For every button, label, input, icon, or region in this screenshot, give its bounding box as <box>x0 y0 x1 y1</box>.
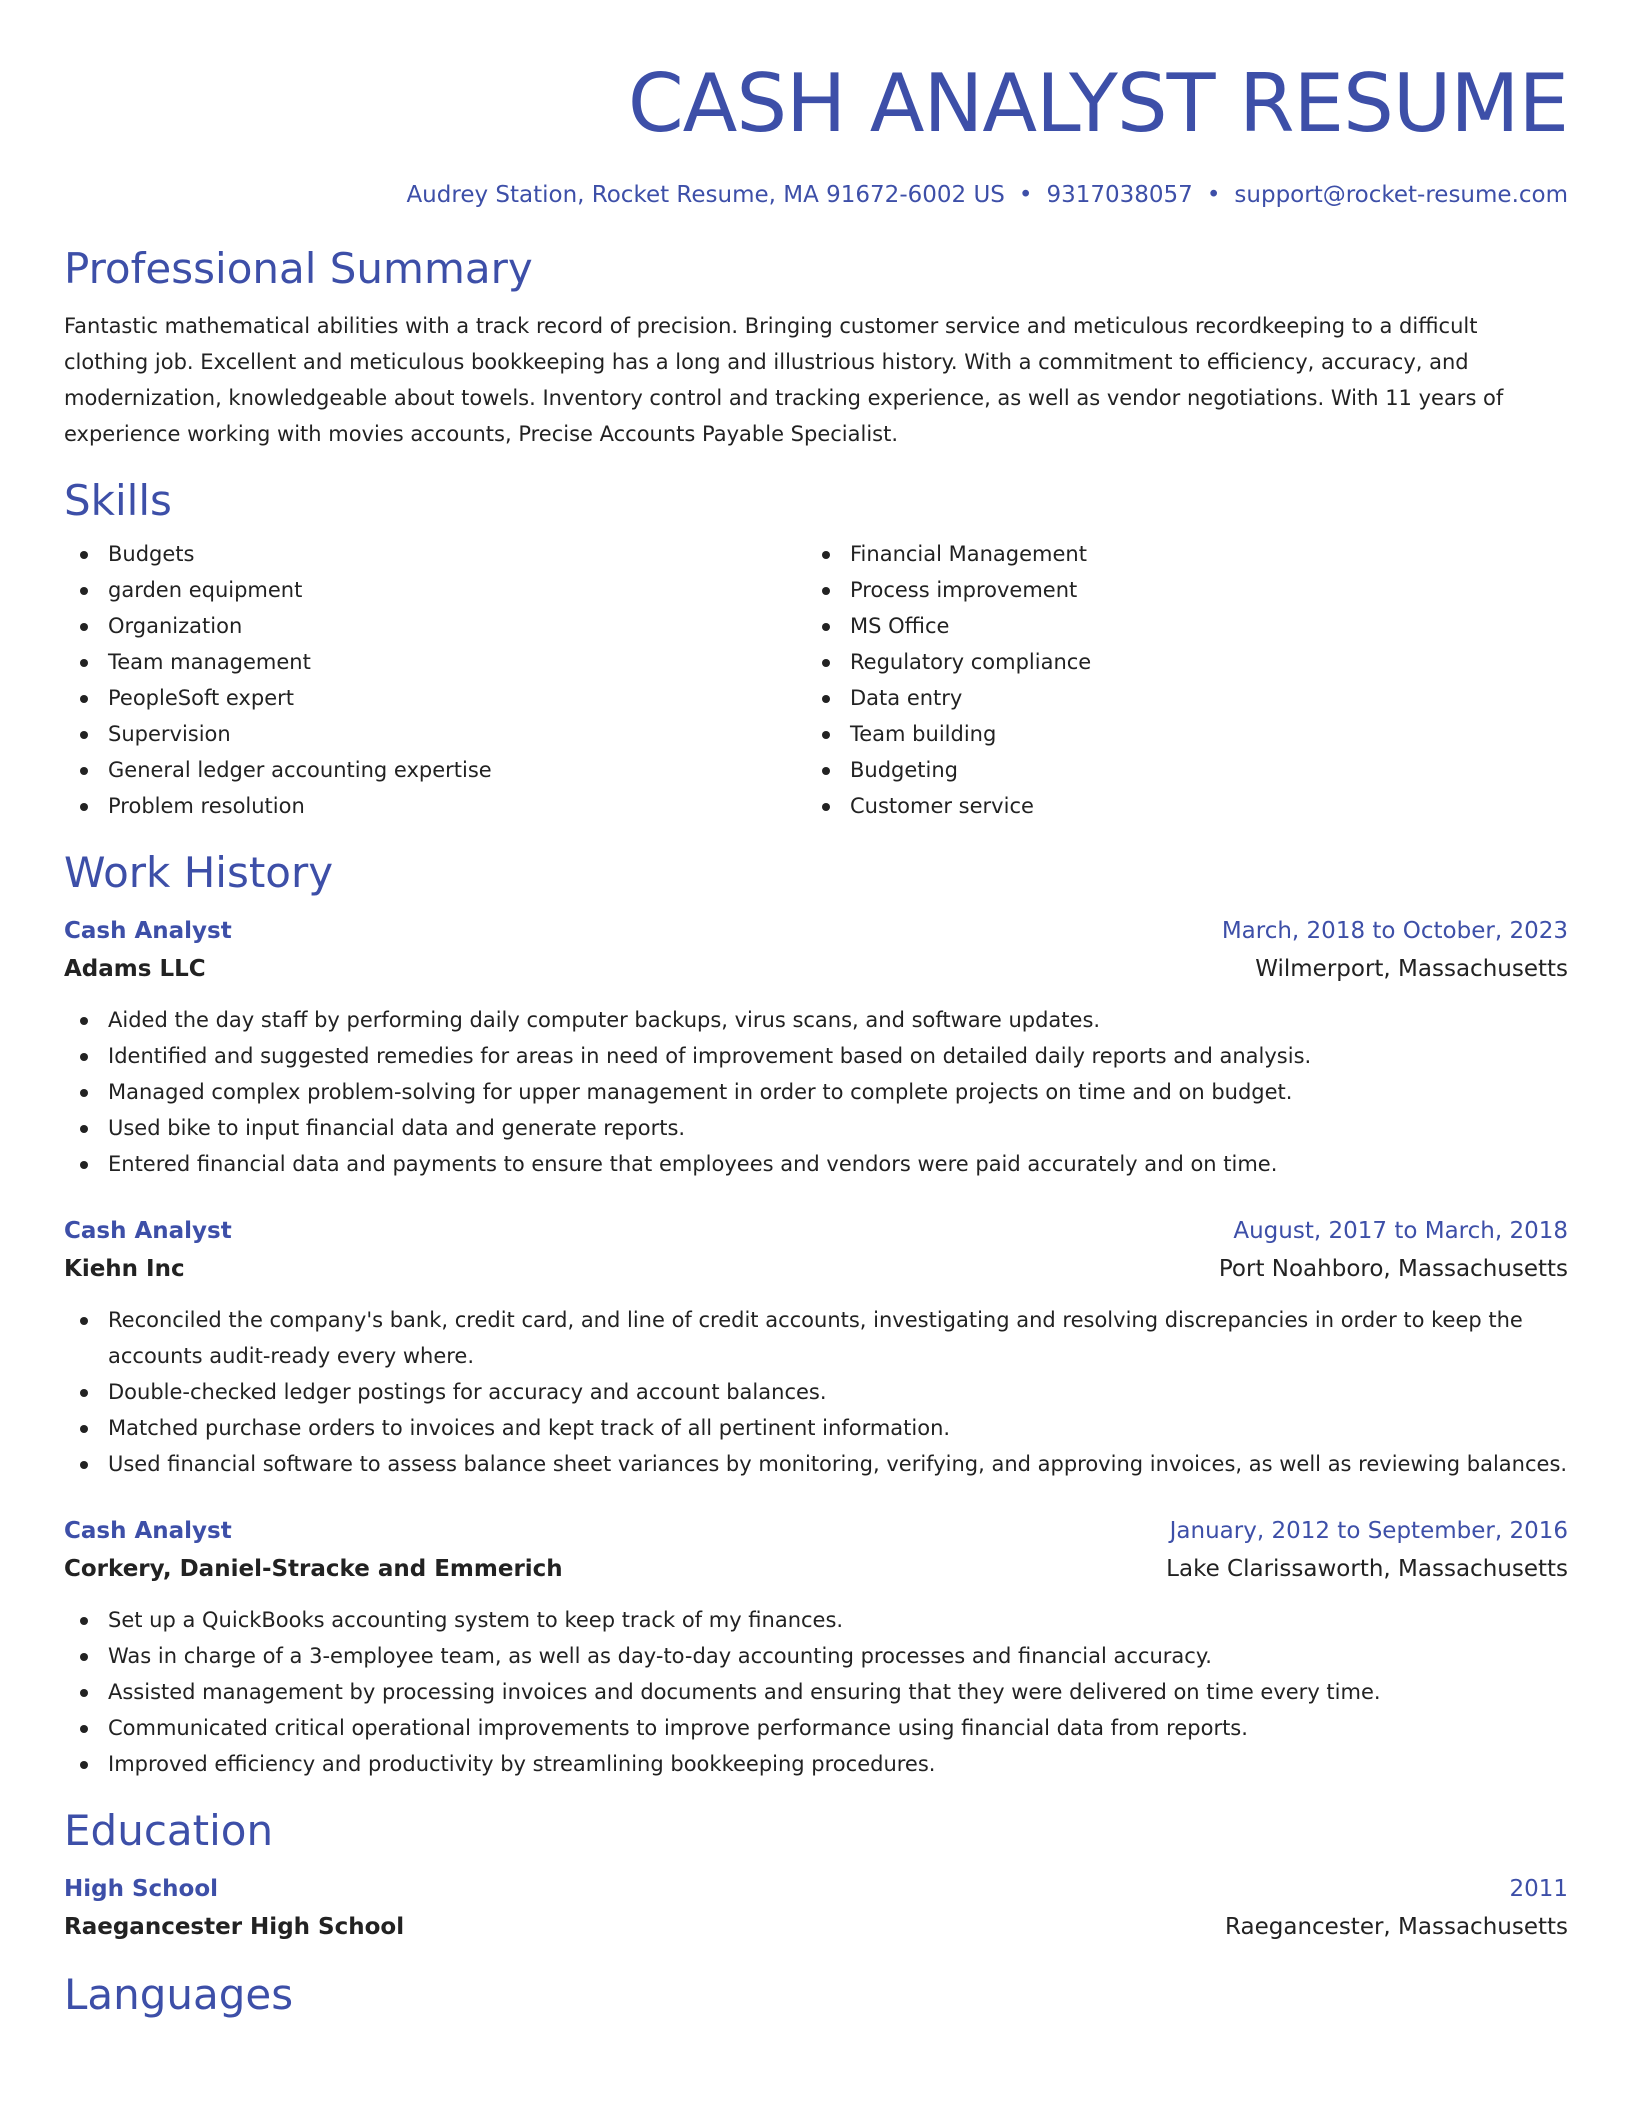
job-bullet: Communicated critical operational improvements to improve performance using financial data from reports. <box>64 1710 1568 1746</box>
job-bullet: Entered financial data and payments to ensure that employees and vendors were paid accurately and on time. <box>64 1146 1568 1182</box>
skills-left-list <box>64 536 806 824</box>
contact-line <box>64 180 1568 210</box>
resume-page <box>64 0 1568 2020</box>
job-company: Adams LLC <box>64 956 206 982</box>
job-location: Wilmerport, Massachusetts <box>1255 956 1568 982</box>
education-entry <box>64 1870 1568 1946</box>
job-bullet: Managed complex problem-solving for upper management in order to complete projects on time and on budget. <box>64 1074 1568 1110</box>
job-bullet: Set up a QuickBooks accounting system to keep track of my finances. <box>64 1602 1568 1638</box>
skills-section <box>64 476 1568 824</box>
skill-item: garden equipment <box>64 572 806 608</box>
summary-section <box>64 244 1568 452</box>
job-company-row <box>64 1550 1568 1588</box>
skill-item: Process improvement <box>806 572 1548 608</box>
job-header-row <box>64 1212 1568 1250</box>
skill-item: Financial Management <box>806 536 1548 572</box>
job-header-row <box>64 1512 1568 1550</box>
resume-title: CASH ANALYST RESUME <box>627 57 1568 150</box>
skills-right-list <box>806 536 1548 824</box>
education-location: Raegancester, Massachusetts <box>1225 1914 1568 1940</box>
education-section <box>64 1806 1568 1946</box>
job-dates: March, 2018 to October, 2023 <box>1221 918 1568 944</box>
job-bullets <box>64 1002 1568 1182</box>
skill-item: Team management <box>64 644 806 680</box>
work-history-section <box>64 848 1568 1782</box>
languages-section <box>64 1970 1568 2020</box>
job-bullets <box>64 1602 1568 1782</box>
job-bullet: Matched purchase orders to invoices and kept track of all pertinent information. <box>64 1410 1568 1446</box>
job-entry <box>64 912 1568 1182</box>
skills-columns <box>64 536 1568 824</box>
skill-item: Budgeting <box>806 752 1548 788</box>
job-location: Lake Clarissaworth, Massachusetts <box>1166 1556 1568 1582</box>
job-entry <box>64 1512 1568 1782</box>
job-bullet: Was in charge of a 3-employee team, as well as day-to-day accounting processes and financial accuracy. <box>64 1638 1568 1674</box>
job-title: Cash Analyst <box>64 1218 232 1244</box>
job-bullet: Improved efficiency and productivity by streamlining bookkeeping procedures. <box>64 1746 1568 1782</box>
contact-separator: • <box>1018 182 1033 208</box>
job-bullet: Used financial software to assess balance sheet variances by monitoring, verifying, and approving invoices, as well as reviewing balances. <box>64 1446 1568 1482</box>
job-bullet: Reconciled the company's bank, credit card, and line of credit accounts, investigating and resolving discrepancies in order to keep the accounts audit-ready every where. <box>64 1302 1568 1374</box>
education-year: 2011 <box>1509 1876 1568 1902</box>
job-bullet: Used bike to input financial data and generate reports. <box>64 1110 1568 1146</box>
contact-email: support@rocket-resume.com <box>1234 182 1568 208</box>
education-degree: High School <box>64 1876 219 1902</box>
summary-heading: Professional Summary <box>64 244 533 293</box>
job-header-row <box>64 912 1568 950</box>
skill-item: Team building <box>806 716 1548 752</box>
contact-address: Audrey Station, Rocket Resume, MA 91672-6002 US <box>406 182 1005 208</box>
summary-text: Fantastic mathematical abilities with a track record of precision. Bringing customer service and meticulous recordkeeping to a difficult clothing job. Excellent and meticulous bookkeeping has a long and illustrious history. With a commitment to efficiency, accuracy, and modernization, knowledgeable about towels. Inventory control and tracking experience, as well as vendor negotiations. With 11 years of experience working with movies accounts, Precise Accounts Payable Specialist. <box>64 314 1504 446</box>
skill-item: Customer service <box>806 788 1548 824</box>
skills-heading: Skills <box>64 476 172 525</box>
education-school: Raegancester High School <box>64 1914 405 1940</box>
skill-item: Organization <box>64 608 806 644</box>
job-bullet: Aided the day staff by performing daily computer backups, virus scans, and software updates. <box>64 1002 1568 1038</box>
skill-item: General ledger accounting expertise <box>64 752 806 788</box>
job-title: Cash Analyst <box>64 1518 232 1544</box>
job-bullet: Double-checked ledger postings for accuracy and account balances. <box>64 1374 1568 1410</box>
job-bullets <box>64 1302 1568 1482</box>
skill-item: Budgets <box>64 536 806 572</box>
skill-item: Supervision <box>64 716 806 752</box>
job-company: Corkery, Daniel-Stracke and Emmerich <box>64 1556 563 1582</box>
education-header-row <box>64 1870 1568 1908</box>
job-title: Cash Analyst <box>64 918 232 944</box>
skill-item: MS Office <box>806 608 1548 644</box>
job-company-row <box>64 1250 1568 1288</box>
education-heading: Education <box>64 1806 274 1855</box>
job-dates: August, 2017 to March, 2018 <box>1233 1218 1568 1244</box>
job-bullet: Identified and suggested remedies for areas in need of improvement based on detailed daily reports and analysis. <box>64 1038 1568 1074</box>
contact-separator: • <box>1206 182 1221 208</box>
job-entry <box>64 1212 1568 1482</box>
work-history-heading: Work History <box>64 848 334 897</box>
languages-heading: Languages <box>64 1970 294 2019</box>
contact-phone: 9317038057 <box>1046 182 1193 208</box>
job-company: Kiehn Inc <box>64 1256 185 1282</box>
job-location: Port Noahboro, Massachusetts <box>1218 1256 1568 1282</box>
skill-item: Regulatory compliance <box>806 644 1548 680</box>
job-dates: January, 2012 to September, 2016 <box>1169 1518 1568 1544</box>
skill-item: Problem resolution <box>64 788 806 824</box>
job-bullet: Assisted management by processing invoices and documents and ensuring that they were delivered on time every time. <box>64 1674 1568 1710</box>
education-school-row <box>64 1908 1568 1946</box>
skill-item: Data entry <box>806 680 1548 716</box>
skill-item: PeopleSoft expert <box>64 680 806 716</box>
job-company-row <box>64 950 1568 988</box>
